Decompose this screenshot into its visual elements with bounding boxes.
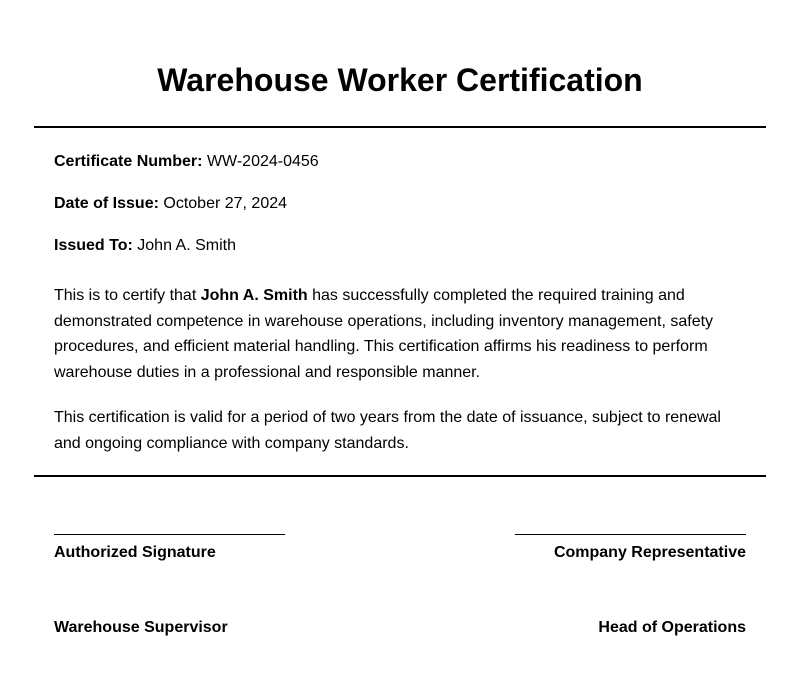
certificate-number-label: Certificate Number: bbox=[54, 153, 203, 170]
bottom-divider bbox=[34, 475, 766, 477]
issued-to-row bbox=[54, 236, 236, 256]
certificate-title: Warehouse Worker Certification bbox=[157, 62, 643, 98]
date-of-issue-label: Date of Issue: bbox=[54, 195, 159, 212]
right-signature-line bbox=[515, 534, 746, 535]
authorized-signature-caption: Authorized Signature bbox=[54, 544, 216, 561]
certification-statement bbox=[54, 283, 746, 385]
issued-to-label: Issued To: bbox=[54, 237, 133, 254]
head-of-operations-role: Head of Operations bbox=[598, 619, 746, 636]
validity-statement: This certification is valid for a period of two years from the date of issuance, subject to renewal and ongoing compliance with company standards. bbox=[54, 409, 721, 452]
company-representative-caption: Company Representative bbox=[553, 544, 746, 561]
certificate-number-value: WW-2024-0456 bbox=[206, 153, 319, 170]
left-signature-line bbox=[54, 534, 285, 535]
top-divider bbox=[34, 126, 766, 128]
warehouse-supervisor-role: Warehouse Supervisor bbox=[54, 619, 228, 636]
statement-body: has successfully completed the required training and demonstrated competence in warehouse operations, including inventory management, safety procedures, and efficient material handling. This certification affirms his readiness to perform warehouse duties in a professional and responsible manner. bbox=[54, 287, 714, 381]
statement-recipient-name: John A. Smith bbox=[200, 287, 308, 304]
statement-intro: This is to certify that bbox=[54, 287, 201, 304]
date-of-issue-row bbox=[54, 194, 287, 214]
issued-to-value: John A. Smith bbox=[137, 237, 236, 254]
certificate-number-row bbox=[54, 152, 319, 172]
date-of-issue-value: October 27, 2024 bbox=[163, 195, 288, 212]
